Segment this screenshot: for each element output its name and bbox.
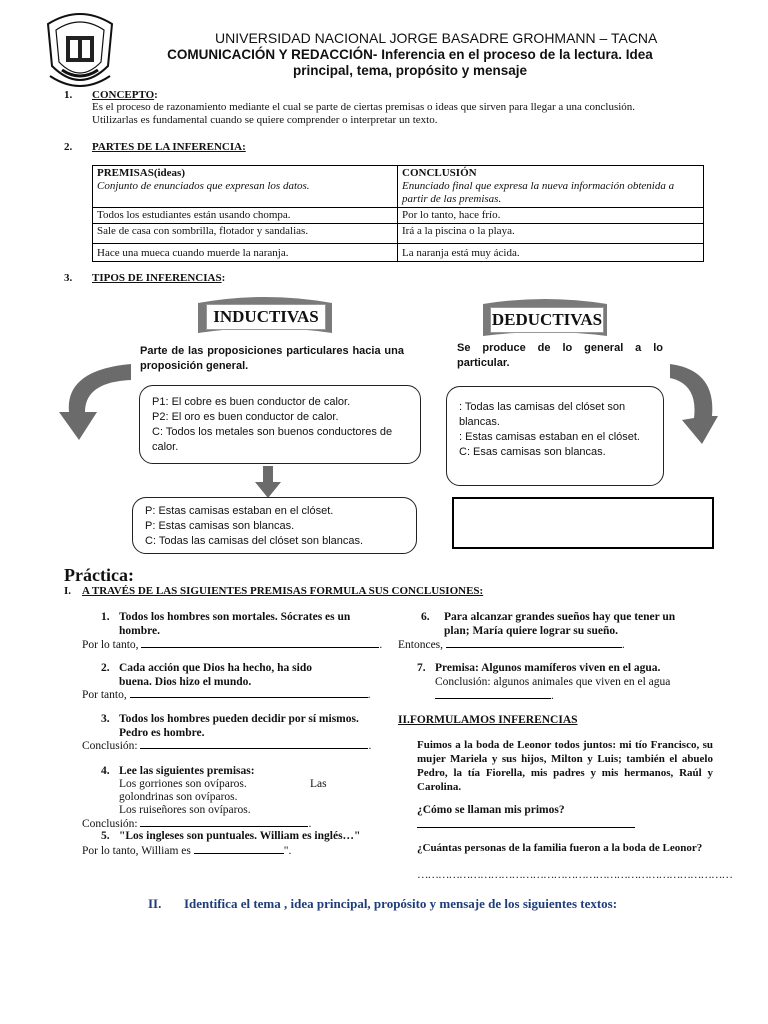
item-2-blank[interactable] xyxy=(130,687,368,698)
section-3-title-text: TIPOS DE INFERENCIAS xyxy=(92,272,222,284)
question-1-answer[interactable] xyxy=(417,817,635,832)
item-3-line-1: Todos los hombres pueden decidir por sí mismos. xyxy=(119,713,359,725)
item-6-line-2: plan; María quiere lograr su sueño. xyxy=(444,625,618,637)
item-5-number: 5. xyxy=(101,830,110,842)
item-5-answer-line[interactable] xyxy=(82,843,291,858)
university-seal-logo xyxy=(42,10,118,94)
item-7-number: 7. xyxy=(417,662,426,674)
section-1-title-colon: : xyxy=(154,89,158,101)
item-1-answer-lead: Por lo tanto, xyxy=(82,639,142,651)
item-4-answer-line[interactable]: Conclusión: . xyxy=(82,818,312,830)
section-2-title: PARTES DE LA INFERENCIA: xyxy=(92,141,246,153)
item-5-text: "Los ingleses son puntuales. William es inglés…" xyxy=(119,830,361,842)
item-4-premise-1: Los gorriones son ovíparos. xyxy=(119,778,247,790)
item-4-answer-lead: Conclusión: xyxy=(82,818,141,830)
item-6-text xyxy=(444,610,714,638)
item-1-number: 1. xyxy=(101,611,110,623)
inductivas-description: Parte de las proposiciones particulares hacia una proposición general. xyxy=(140,345,404,372)
right-curved-arrow-icon xyxy=(668,360,718,446)
part-1-number: I. xyxy=(64,585,72,597)
section-1-title-text: CONCEPTO xyxy=(92,89,155,101)
item-2-number: 2. xyxy=(101,662,110,674)
item-4-text: Lee las siguientes premisas: xyxy=(119,765,255,777)
concept-text-line-2: Utilizarlas es fundamental cuando se quiere comprender o interpretar un texto. xyxy=(92,114,438,126)
item-5-answer-lead: Por lo tanto, William es xyxy=(82,845,194,857)
inductive-example-box xyxy=(139,385,421,464)
item-2-text xyxy=(119,661,389,689)
item-4-blank[interactable] xyxy=(140,816,308,827)
item-7-answer-line[interactable]: . xyxy=(435,688,554,703)
table-row xyxy=(93,224,704,244)
conclusion-header: CONCLUSIÓN xyxy=(402,167,477,179)
item-3-answer-lead: Conclusión: xyxy=(82,740,141,752)
story-text: Fuimos a la boda de Leonor todos juntos: mi tío Francisco, su mujer Mariela y sus hijos, Milton y Luis; también el abuelo Pedro, la tía Fiorella, mis padres y mis hermanos, Raúl y Carolina. xyxy=(417,739,713,793)
inductive-example-box-2 xyxy=(132,497,417,554)
item-7-conclusion: Conclusión: algunos animales que viven en el agua xyxy=(435,676,671,688)
item-4-number: 4. xyxy=(101,765,110,777)
inductive-example-line: C: Todos los metales son buenos conductores de calor. xyxy=(152,426,393,453)
item-1-text xyxy=(119,610,389,638)
item-6-answer-line[interactable]: Entonces, . xyxy=(398,639,625,651)
item-1-answer-line[interactable]: Por lo tanto, . xyxy=(82,639,383,651)
inductive-example-line: P2: El oro es buen conductor de calor. xyxy=(152,411,339,423)
item-5-answer-tail: ". xyxy=(283,845,292,857)
course-name: COMUNICACIÓN Y REDACCIÓN- xyxy=(167,47,378,62)
table-header-row xyxy=(93,166,704,208)
item-1-line-1: Todos los hombres son mortales. Sócrates es un xyxy=(119,611,351,623)
premisas-header-cell xyxy=(93,166,398,208)
item-7-text: Premisa: Algunos mamíferos viven en el agua. xyxy=(435,662,661,674)
table-cell: La naranja está muy ácida. xyxy=(398,244,704,262)
section-3-title xyxy=(92,272,225,285)
practica-title: Práctica: xyxy=(64,565,134,585)
deductivas-label: DEDUCTIVAS xyxy=(490,307,604,333)
item-2-line-2: buena. Dios hizo el mundo. xyxy=(119,676,252,688)
item-3-answer-line[interactable]: Conclusión: . xyxy=(82,740,372,752)
section-1-number: 1. xyxy=(64,89,73,101)
section-2-number: 2. xyxy=(64,141,73,153)
conclusion-description: Enunciado final que expresa la nueva información obtenida a partir de las premisas. xyxy=(402,180,675,205)
item-4-premise-1b: Las xyxy=(310,778,327,790)
item-6-number: 6. xyxy=(421,611,430,623)
item-3-number: 3. xyxy=(101,713,110,725)
inductive-example-line: P: Estas camisas estaban en el clóset. xyxy=(145,505,334,517)
question-1: ¿Cómo se llaman mis primos? xyxy=(417,804,565,816)
item-2-answer-line[interactable]: Por tanto, . xyxy=(82,689,371,701)
item-3-blank[interactable] xyxy=(140,738,368,749)
table-row xyxy=(93,208,704,224)
inductive-example-line: C: Todas las camisas del clóset son blancas. xyxy=(145,535,364,547)
conclusion-header-cell xyxy=(398,166,704,208)
item-1-line-2: hombre. xyxy=(119,625,160,637)
item-3-text xyxy=(119,712,394,740)
table-cell: Hace una mueca cuando muerde la naranja. xyxy=(93,244,398,262)
item-6-answer-lead: Entonces, xyxy=(398,639,446,651)
deductive-example-line: C: Esas camisas son blancas. xyxy=(459,446,606,458)
empty-answer-box[interactable] xyxy=(452,497,714,549)
left-curved-arrow-icon xyxy=(55,356,135,442)
topic-line-1: Inferencia en el proceso de la lectura. Idea xyxy=(381,47,653,62)
item-5-blank[interactable] xyxy=(194,843,284,854)
table-cell: Irá a la piscina o la playa. xyxy=(398,224,704,244)
part-2-title: II.FORMULAMOS INFERENCIAS xyxy=(398,714,578,726)
deductive-example-line: : Todas las camisas del clóset son blancas. xyxy=(459,401,626,428)
section-3-title-colon: : xyxy=(221,272,226,284)
question-2-answer-dots[interactable]: ……………………………………………………………………………… xyxy=(417,869,732,881)
item-3-line-2: Pedro es hombre. xyxy=(119,727,205,739)
question-2: ¿Cuántas personas de la familia fueron a la boda de Leonor? xyxy=(417,842,703,854)
item-1-blank[interactable] xyxy=(141,637,379,648)
inductivas-label: INDUCTIVAS xyxy=(206,304,326,330)
university-name: UNIVERSIDAD NACIONAL JORGE BASADRE GROHMANN – TACNA xyxy=(215,30,658,46)
topic-line-2: principal, tema, propósito y mensaje xyxy=(292,63,528,78)
premisas-header: PREMISAS(ideas) xyxy=(97,167,186,179)
item-4-premise-2: golondrinas son ovíparos. xyxy=(119,791,238,803)
inductive-example-line: P: Estas camisas son blancas. xyxy=(145,520,295,532)
table-cell: Sale de casa con sombrilla, flotador y sandalias. xyxy=(93,224,398,244)
item-6-line-1: Para alcanzar grandes sueños hay que tener un xyxy=(444,611,676,623)
section-ii-title: Identifica el tema , idea principal, propósito y mensaje de los siguientes textos: xyxy=(184,896,618,911)
deductivas-description: Se produce de lo general a lo particular. xyxy=(457,342,663,369)
item-6-blank[interactable] xyxy=(446,637,622,648)
section-3-number: 3. xyxy=(64,272,73,284)
inductive-example-line: P1: El cobre es buen conductor de calor. xyxy=(152,396,351,408)
item-7-blank[interactable] xyxy=(435,688,551,699)
item-4-premise-3: Los ruiseñores son ovíparos. xyxy=(119,804,251,816)
deductive-example-line: : Estas camisas estaban en el clóset. xyxy=(459,431,640,443)
table-row xyxy=(93,244,704,262)
table-cell: Por lo tanto, hace frío. xyxy=(398,208,704,224)
question-1-blank[interactable] xyxy=(417,817,635,828)
down-arrow-icon xyxy=(255,466,281,498)
item-2-line-1: Cada acción que Dios ha hecho, ha sido xyxy=(119,662,312,674)
table-cell: Todos los estudiantes están usando chompa. xyxy=(93,208,398,224)
part-1-title: A TRAVÉS DE LAS SIGUIENTES PREMISAS FORMULA SUS CONCLUSIONES: xyxy=(82,585,484,597)
document-title xyxy=(160,47,660,79)
premisas-description: Conjunto de enunciados que expresan los datos. xyxy=(97,180,310,192)
deductive-example-box xyxy=(446,386,664,486)
concept-text-line-1: Es el proceso de razonamiento mediante el cual se parte de ciertas premisas o ideas que sirven para llegar a una conclusión. xyxy=(92,101,636,113)
section-ii-number: II. xyxy=(148,896,162,911)
inference-parts-table xyxy=(92,165,704,262)
item-2-answer-lead: Por tanto, xyxy=(82,689,130,701)
